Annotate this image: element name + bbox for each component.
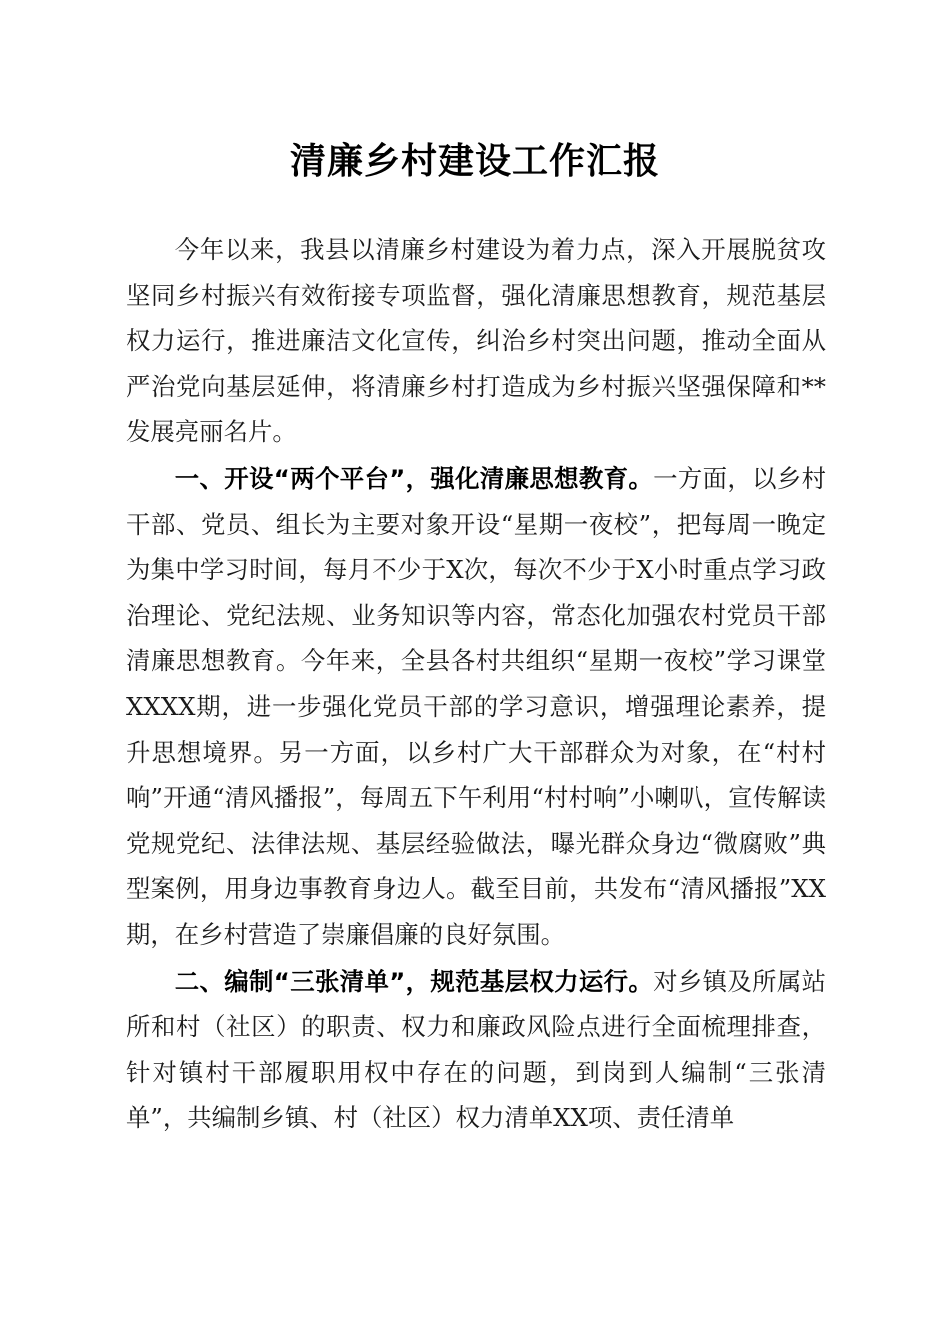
paragraph-intro	[126, 227, 826, 455]
document-title: 清廉乡村建设工作汇报	[289, 140, 660, 182]
paragraph-intro-text: 今年以来，我县以清廉乡村建设为着力点，深入开展脱贫攻坚同乡村振兴有效衔接专项监督，强化清廉思想教育，规范基层权力运行，推进廉洁文化宣传，纠治乡村突出问题，推动全面从严治党向基层延伸，将清廉乡村打造成为乡村振兴坚强保障和**发展亮丽名片。	[126, 235, 826, 447]
section-2-heading: 二、编制“三张清单”，规范基层权力运行。	[174, 966, 654, 996]
section-2-text: 对乡镇及所属站所和村（社区）的职责、权力和廉政风险点进行全面梳理排查，针对镇村干部履职用权中存在的问题，到岗到人编制“三张清单”，共编制乡镇、村（社区）权力清单XX项、责任清单	[126, 966, 826, 1133]
paragraph-section-1	[126, 456, 826, 958]
document-body	[126, 227, 826, 1142]
section-1-heading: 一、开设“两个平台”，强化清廉思想教育。	[174, 463, 654, 493]
paragraph-section-2	[126, 959, 826, 1141]
section-1-text: 一方面，以乡村干部、党员、组长为主要对象开设“星期一夜校”，把每周一晚定为集中学习时间，每月不少于X次，每次不少于X小时重点学习政治理论、党纪法规、业务知识等内容，常态化加强农村党员干部清廉思想教育。今年来，全县各村共组织“星期一夜校”学习课堂XXXX期，进一步强化党员干部的学习意识，增强理论素养，提升思想境界。另一方面，以乡村广大干部群众为对象，在“村村响”开通“清风播报”，每周五下午利用“村村响”小喇叭，宣传解读党规党纪、法律法规、基层经验做法，曝光群众身边“微腐败”典型案例，用身边事教育身边人。截至目前，共发布“清风播报”XX期，在乡村营造了崇廉倡廉的良好氛围。	[126, 463, 826, 949]
